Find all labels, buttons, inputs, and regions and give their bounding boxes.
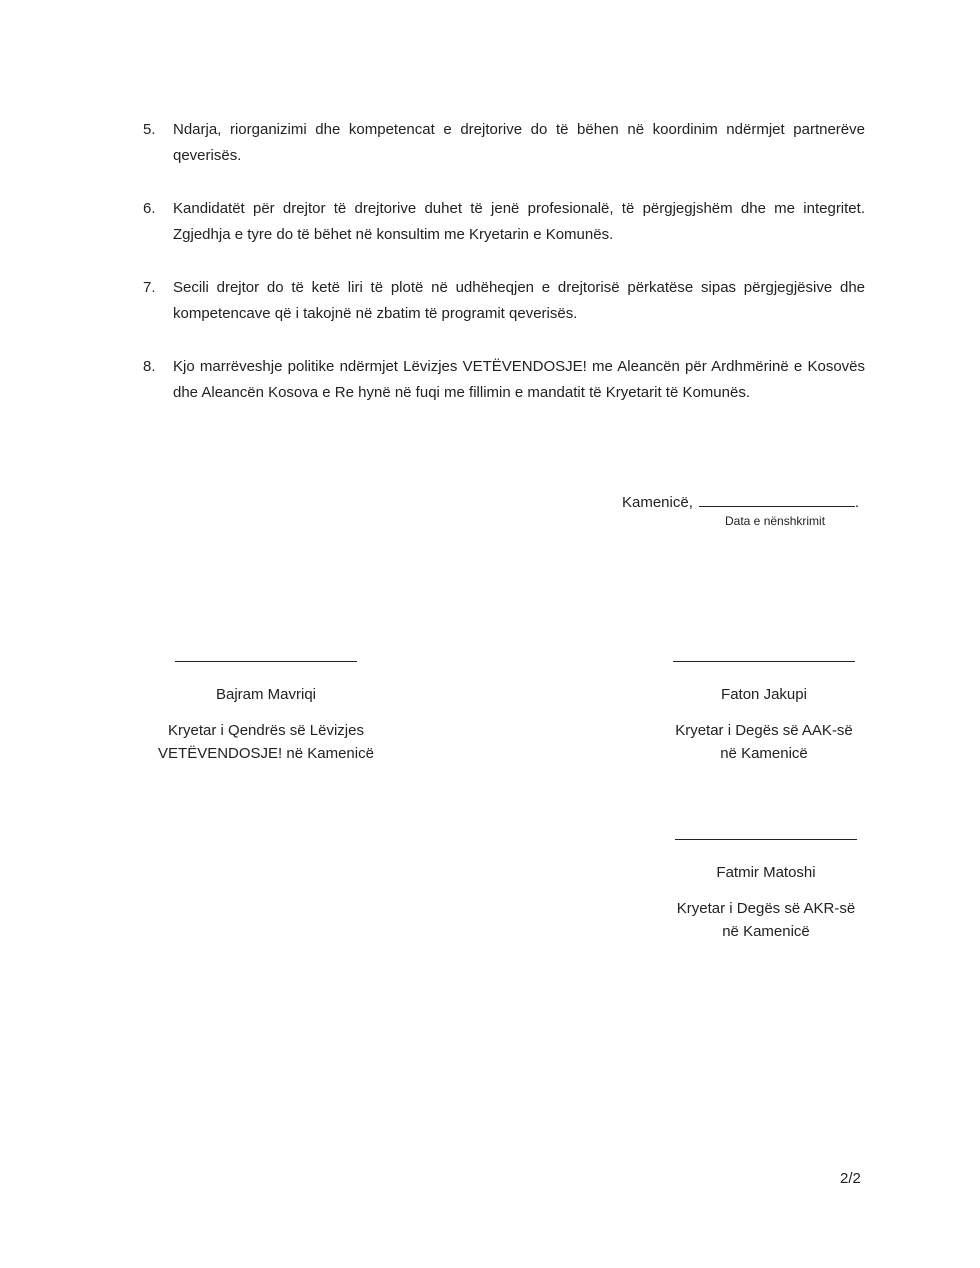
agreement-clauses: [143, 117, 865, 433]
clause-number: 7.: [143, 279, 156, 296]
clause-item: [143, 354, 865, 405]
signatory-role-line: në Kamenicë: [722, 923, 810, 940]
clause-text: Kandidatët për drejtor të drejtorive duhet të jenë profesionalë, të përgjegjshëm dhe me integritet. Zgjedhja e tyre do të bëhet në konsultim me Kryetarin e Komunës.: [173, 200, 865, 243]
signature-block-mavriqi: [126, 661, 406, 765]
signature-line: [675, 839, 857, 840]
signatory-role-line: Kryetar i Degës së AAK-së: [675, 722, 853, 739]
signatory-role: [626, 897, 906, 943]
signatory-role-line: në Kamenicë: [720, 745, 808, 762]
clause-item: [143, 196, 865, 247]
place-label: Kamenicë,: [622, 494, 693, 511]
date-caption: Data e nënshkrimit: [725, 514, 826, 528]
signature-line: [673, 661, 855, 662]
signatory-role-line: VETËVENDOSJE! në Kamenicë: [158, 745, 374, 762]
signature-line: [175, 661, 357, 662]
signatory-name: Bajram Mavriqi: [215, 686, 317, 703]
signatory-name: Faton Jakupi: [721, 686, 807, 703]
clause-item: [143, 275, 865, 326]
signatory-name: Fatmir Matoshi: [716, 864, 816, 881]
clause-number: 6.: [143, 200, 156, 217]
signatory-role-line: Kryetar i Degës së AKR-së: [676, 900, 856, 917]
place-suffix: .: [854, 494, 860, 511]
clause-text: Kjo marrëveshje politike ndërmjet Lëvizjes VETËVENDOSJE! me Aleancën për Ardhmërinë e Kosovës dhe Aleancën Kosova e Re hynë në fuqi me fillimin e mandatit të Kryetarit të Komunës.: [173, 358, 865, 401]
place-date-line: [622, 492, 859, 511]
clause-text: Secili drejtor do të ketë liri të plotë në udhëheqjen e drejtorisë përkatëse sipas përgjegjësive dhe kompetencave që i takojnë në zbatim të programit qeverisës.: [173, 279, 865, 322]
clause-number: 8.: [143, 358, 156, 375]
signatory-role-line: Kryetar i Qendrës së Lëvizjes: [168, 722, 364, 739]
page-number: 2/2: [840, 1170, 861, 1187]
clause-text: Ndarja, riorganizimi dhe kompetencat e drejtorive do të bëhen në koordinim ndërmjet partnerëve qeverisës.: [173, 121, 865, 164]
signature-block-jakupi: [624, 661, 904, 765]
clause-number: 5.: [143, 121, 156, 138]
signature-block-matoshi: [626, 839, 906, 943]
date-blank: [699, 492, 855, 507]
clause-item: [143, 117, 865, 168]
signatory-role: [126, 719, 406, 765]
signatory-role: [624, 719, 904, 765]
